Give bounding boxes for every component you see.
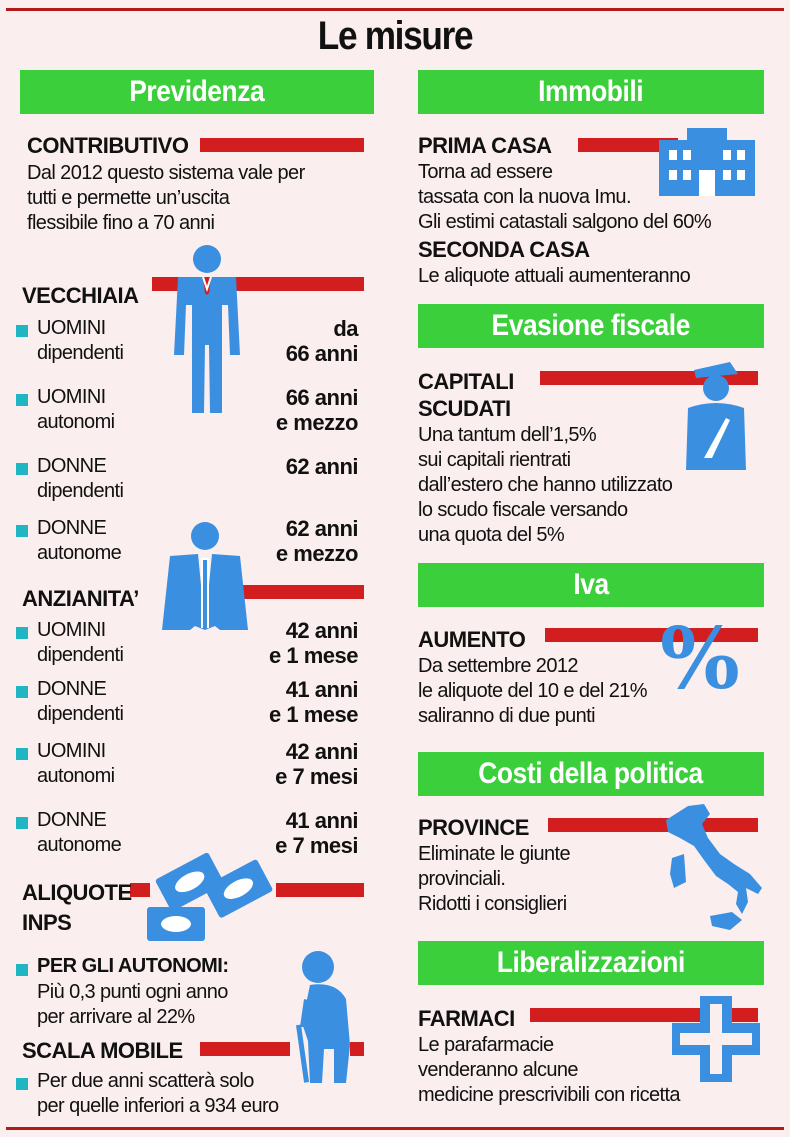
aliquote-item-line-2: per arrivare al 22% — [37, 1006, 195, 1028]
house-icon — [657, 126, 757, 196]
province-line-3: Ridotti i consiglieri — [418, 893, 567, 915]
bullet-icon — [16, 325, 28, 337]
capitali-line-2: sui capitali rientrati — [418, 449, 571, 471]
farmaci-heading: FARMACI — [418, 1006, 515, 1031]
anzianita-row-4-value-1: 41 anni — [285, 808, 358, 833]
anzianita-row-3-label-2: autonomi — [37, 765, 115, 787]
bullet-icon — [16, 627, 28, 639]
banknotes-icon — [145, 845, 285, 945]
header-evasione-fiscale: Evasione fiscale — [418, 304, 764, 348]
bullet-icon — [16, 964, 28, 976]
police-officer-icon — [682, 358, 752, 478]
percent-icon: % — [660, 609, 740, 708]
aumento-line-1: Da settembre 2012 — [418, 655, 578, 677]
anzianita-row-2-label-2: dipendenti — [37, 703, 124, 725]
anzianita-heading: ANZIANITA’ — [22, 586, 139, 611]
header-iva: Iva — [418, 563, 764, 607]
anzianita-row-4-value-2: e 7 mesi — [275, 833, 358, 858]
aliquote-heading-1: ALIQUOTE — [22, 880, 132, 905]
province-heading: PROVINCE — [418, 815, 529, 840]
contributivo-line-3: flessibile fino a 70 anni — [27, 212, 215, 234]
province-line-1: Eliminate le giunte — [418, 843, 571, 865]
bullet-icon — [16, 686, 28, 698]
vecchiaia-row-2-value-2: e mezzo — [275, 410, 358, 435]
aliquote-bar-left — [130, 883, 150, 897]
scala-mobile-line-1: Per due anni scatterà solo — [37, 1070, 254, 1092]
header-immobili: Immobili — [418, 70, 764, 114]
capitali-heading-1: CAPITALI — [418, 369, 514, 394]
farmaci-line-1: Le parafarmacie — [418, 1034, 554, 1056]
vecchiaia-heading: VECCHIAIA — [22, 283, 139, 308]
bullet-icon — [16, 748, 28, 760]
scala-mobile-heading: SCALA MOBILE — [22, 1038, 183, 1063]
aliquote-bar — [276, 883, 364, 897]
scala-mobile-line-2: per quelle inferiori a 934 euro — [37, 1095, 279, 1117]
vecchiaia-row-1-value-1: da — [333, 316, 358, 341]
anzianita-row-2-label-1: DONNE — [37, 678, 107, 700]
anzianita-row-3-value-2: e 7 mesi — [275, 764, 358, 789]
aumento-line-2: le aliquote del 10 e del 21% — [418, 680, 647, 702]
vecchiaia-row-3-value-1: 62 anni — [285, 454, 358, 479]
capitali-line-3: dall’estero che hanno utilizzato — [418, 474, 673, 496]
vecchiaia-row-3-label-1: DONNE — [37, 455, 107, 477]
vecchiaia-row-2-label-1: UOMINI — [37, 386, 106, 408]
vecchiaia-row-3-label-2: dipendenti — [37, 480, 124, 502]
pharmacy-cross-icon — [670, 994, 762, 1084]
capitali-line-4: lo scudo fiscale versando — [418, 499, 628, 521]
contributivo-heading: CONTRIBUTIVO — [27, 133, 189, 158]
bullet-icon — [16, 394, 28, 406]
anzianita-row-4-label-1: DONNE — [37, 809, 107, 831]
anzianita-row-4-label-2: autonome — [37, 834, 122, 856]
seconda-casa-line-1: Le aliquote attuali aumenteranno — [418, 265, 691, 287]
header-liberalizzazioni: Liberalizzazioni — [418, 941, 764, 985]
bullet-icon — [16, 463, 28, 475]
aliquote-item-heading: PER GLI AUTONOMI: — [37, 955, 229, 977]
aumento-line-3: saliranno di due punti — [418, 705, 595, 727]
bullet-icon — [16, 1078, 28, 1090]
province-line-2: provinciali. — [418, 868, 506, 890]
italy-map-icon — [658, 798, 766, 933]
farmaci-line-2: venderanno alcune — [418, 1059, 578, 1081]
bullet-icon — [16, 817, 28, 829]
vecchiaia-row-1-label-1: UOMINI — [37, 317, 106, 339]
capitali-line-1: Una tantum dell’1,5% — [418, 424, 597, 446]
capitali-line-5: una quota del 5% — [418, 524, 565, 546]
aumento-heading: AUMENTO — [418, 627, 526, 652]
bottom-rule — [6, 1127, 784, 1130]
contributivo-bar — [200, 138, 364, 152]
aliquote-heading-2: INPS — [22, 910, 72, 935]
man-portrait-icon — [160, 522, 250, 632]
anzianita-row-3-label-1: UOMINI — [37, 740, 106, 762]
farmaci-line-3: medicine prescrivibili con ricetta — [418, 1084, 680, 1106]
vecchiaia-row-1-label-2: dipendenti — [37, 342, 124, 364]
scala-mobile-bar-right — [350, 1042, 364, 1056]
anzianita-row-1-value-2: e 1 mese — [269, 643, 358, 668]
contributivo-line-1: Dal 2012 questo sistema vale per — [27, 162, 305, 184]
seconda-casa-heading: SECONDA CASA — [418, 237, 590, 262]
vecchiaia-row-4-label-2: autonome — [37, 542, 122, 564]
anzianita-row-3-value-1: 42 anni — [285, 739, 358, 764]
vecchiaia-row-4-value-1: 62 anni — [285, 516, 358, 541]
vecchiaia-row-4-label-1: DONNE — [37, 517, 107, 539]
capitali-heading-2: SCUDATI — [418, 396, 511, 421]
vecchiaia-row-1-value-2: 66 anni — [285, 341, 358, 366]
anzianita-row-1-label-2: dipendenti — [37, 644, 124, 666]
anzianita-row-1-value-1: 42 anni — [285, 618, 358, 643]
vecchiaia-row-4-value-2: e mezzo — [275, 541, 358, 566]
header-costi-politica: Costi della politica — [418, 752, 764, 796]
page-title: Le misure — [317, 14, 473, 58]
bullet-icon — [16, 525, 28, 537]
vecchiaia-row-2-value-1: 66 anni — [285, 385, 358, 410]
contributivo-line-2: tutti e permette un’uscita — [27, 187, 230, 209]
prima-casa-line-1: Torna ad essere — [418, 161, 553, 183]
scala-mobile-bar — [200, 1042, 290, 1056]
prima-casa-heading: PRIMA CASA — [418, 133, 552, 158]
prima-casa-line-2: tassata con la nuova Imu. — [418, 186, 631, 208]
anzianita-row-2-value-2: e 1 mese — [269, 702, 358, 727]
vecchiaia-row-2-label-2: autonomi — [37, 411, 115, 433]
header-previdenza: Previdenza — [20, 70, 374, 114]
aliquote-item-line-1: Più 0,3 punti ogni anno — [37, 981, 228, 1003]
anzianita-row-2-value-1: 41 anni — [285, 677, 358, 702]
elderly-person-icon — [288, 945, 360, 1085]
anzianita-row-1-label-1: UOMINI — [37, 619, 106, 641]
prima-casa-line-3: Gli estimi catastali salgono del 60% — [418, 211, 711, 233]
top-rule — [6, 8, 784, 11]
